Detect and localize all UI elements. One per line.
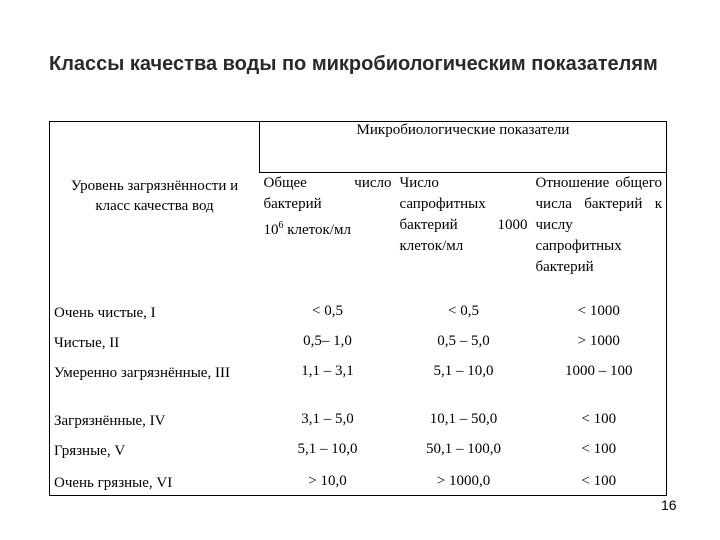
row-header-text: Уровень загрязнённости и класс качества вод (70, 178, 239, 214)
row-label: Грязные, V (50, 441, 260, 473)
column-header-total-bacteria (260, 173, 396, 304)
cell-total-bacteria: 3,1 – 5,0 (301, 411, 354, 427)
table-row (50, 441, 667, 473)
row-label: Очень чистые, I (50, 303, 260, 333)
cell-saprophytic: > 1000,0 (396, 473, 532, 496)
cell-ratio: < 100 (532, 411, 667, 441)
row-label: Очень грязные, VI (50, 473, 260, 496)
unit-base: 10 (263, 222, 279, 238)
table-row (50, 363, 667, 411)
column-header-saprophytic: Число сапрофитных бактерий 1000 клеток/мл (399, 175, 528, 254)
water-quality-table (49, 121, 667, 496)
cell-saprophytic: 50,1 – 100,0 (426, 441, 501, 457)
cell-ratio: < 1000 (532, 303, 667, 333)
cell-total-bacteria: 5,1 – 10,0 (297, 441, 358, 457)
cell-total-bacteria: 1,1 – 3,1 (301, 363, 354, 379)
table-group-header-row (50, 122, 667, 173)
slide-title: Классы качества воды по микробиологическим показателям (49, 53, 658, 75)
cell-saprophytic: < 0,5 (448, 303, 479, 319)
column-header-total-bacteria-label: Общее число бактерий (263, 175, 392, 212)
cell-saprophytic: 10,1 – 50,0 (429, 411, 498, 427)
row-label: Умеренно загрязнённые, III (50, 363, 260, 411)
cell-ratio: < 100 (532, 441, 667, 473)
cell-ratio: > 1000 (532, 333, 667, 363)
row-label: Загрязнённые, IV (50, 411, 260, 441)
column-header-ratio: Отношение общего числа бактерий к числу сапрофитных бактерий (532, 173, 667, 304)
unit-exponent: 6 (278, 220, 284, 231)
cell-saprophytic: 5,1 – 10,0 (433, 363, 494, 379)
cell-ratio: < 100 (532, 473, 667, 496)
table-row (50, 333, 667, 363)
table-row (50, 473, 667, 496)
table-row (50, 303, 667, 333)
cell-total-bacteria: 0,5– 1,0 (303, 333, 352, 349)
cell-ratio: 1000 – 100 (532, 363, 667, 411)
page-number: 16 (661, 497, 677, 513)
cell-saprophytic: 0,5 – 5,0 (437, 333, 490, 349)
unit-rest: клеток/мл (283, 222, 351, 238)
cell-total-bacteria: > 10,0 (260, 473, 396, 496)
row-header-cell (50, 122, 260, 304)
group-header-cell: Микробиологические показатели (260, 122, 667, 173)
table-row (50, 411, 667, 441)
cell-total-bacteria: < 0,5 (312, 303, 343, 319)
row-label: Чистые, II (50, 333, 260, 363)
